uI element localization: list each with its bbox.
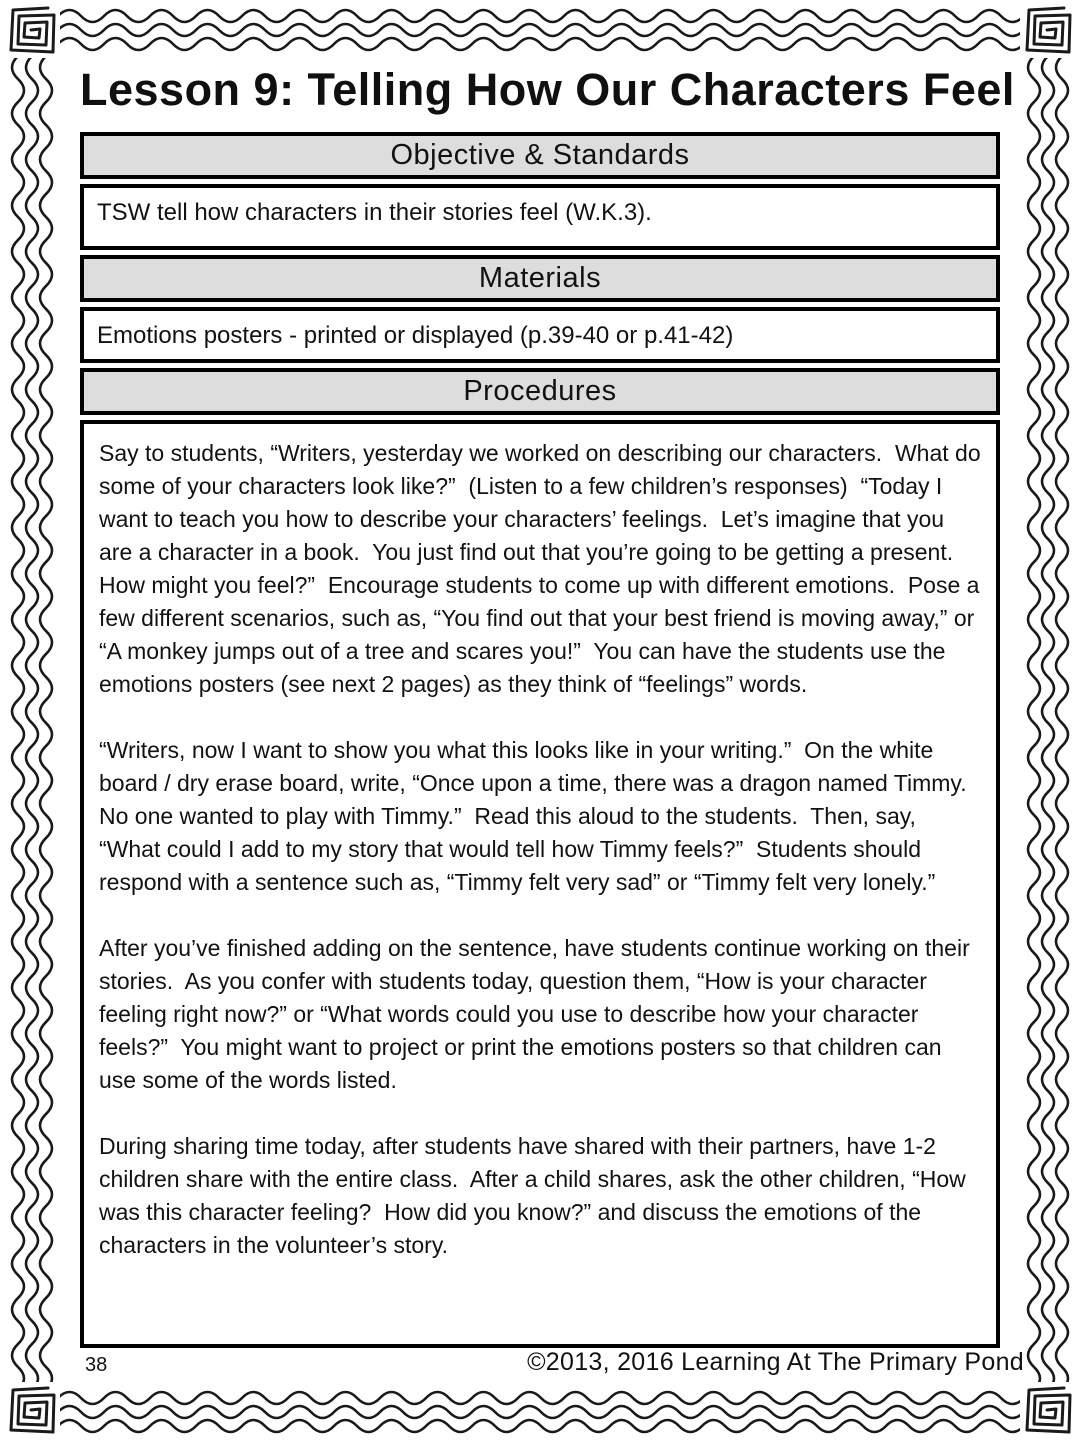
page-title: Lesson 9: Telling How Our Characters Feel — [80, 64, 1015, 115]
page-footer — [85, 1348, 1024, 1377]
section-header-objective-standards — [80, 132, 1000, 179]
section-header-label: Objective & Standards — [390, 139, 690, 171]
section-header-label: Materials — [478, 262, 602, 294]
section-header-label: Procedures — [463, 375, 617, 407]
procedures-paragraph: During sharing time today, after students have shared with their partners, have 1-2 children share with the entire class. After a child shares, ask the other children, “How was this character feeling? How did you know?” and discuss the emotions of the characters in the volunteer’s story. — [99, 1133, 973, 1258]
materials-text: Emotions posters - printed or displayed (p.39-40 or p.41-42) — [80, 307, 1000, 363]
objective-standards-text: TSW tell how characters in their stories feel (W.K.3). — [80, 184, 1000, 250]
copyright-text: ©2013, 2016 Learning At The Primary Pond — [527, 1348, 1024, 1376]
procedures-paragraph: “Writers, now I want to show you what this looks like in your writing.” On the white board / dry erase board, write, “Once upon a time, there was a dragon named Timmy. No one wanted to play with Timmy.” Read this aloud to the students. Then, say, “What could I add to my story that would tell how Timmy feels?” Students should respond with a sentence such as, “Timmy felt very sad” or “Timmy felt very lonely.” — [99, 737, 980, 895]
procedures-text — [80, 420, 1000, 1348]
procedures-paragraph: After you’ve finished adding on the sentence, have students continue working on their stories. As you confer with students today, question them, “How is your character feeling right now?” or “What words could you use to describe how your character feels?” You might want to project or print the emotions posters so that children can use some of the words listed. — [99, 935, 977, 1093]
page-content — [80, 64, 1015, 1348]
page-number: 38 — [85, 1354, 108, 1376]
section-header-materials — [80, 255, 1000, 302]
section-header-procedures — [80, 368, 1000, 415]
procedures-paragraph: Say to students, “Writers, yesterday we worked on describing our characters. What do some of your characters look like?” (Listen to a few children’s responses) “Today I want to teach you how to describe your characters’ feelings. Let’s imagine that you are a character in a book. You just find out that you’re going to be getting a present. How might you feel?” Encourage students to come up with different emotions. Pose a few different scenarios, such as, “You find out that your best friend is moving away,” or “A monkey jumps out of a tree and scares you!” You can have the students use the emotions posters (see next 2 pages) as they think of “feelings” words. — [99, 440, 988, 697]
